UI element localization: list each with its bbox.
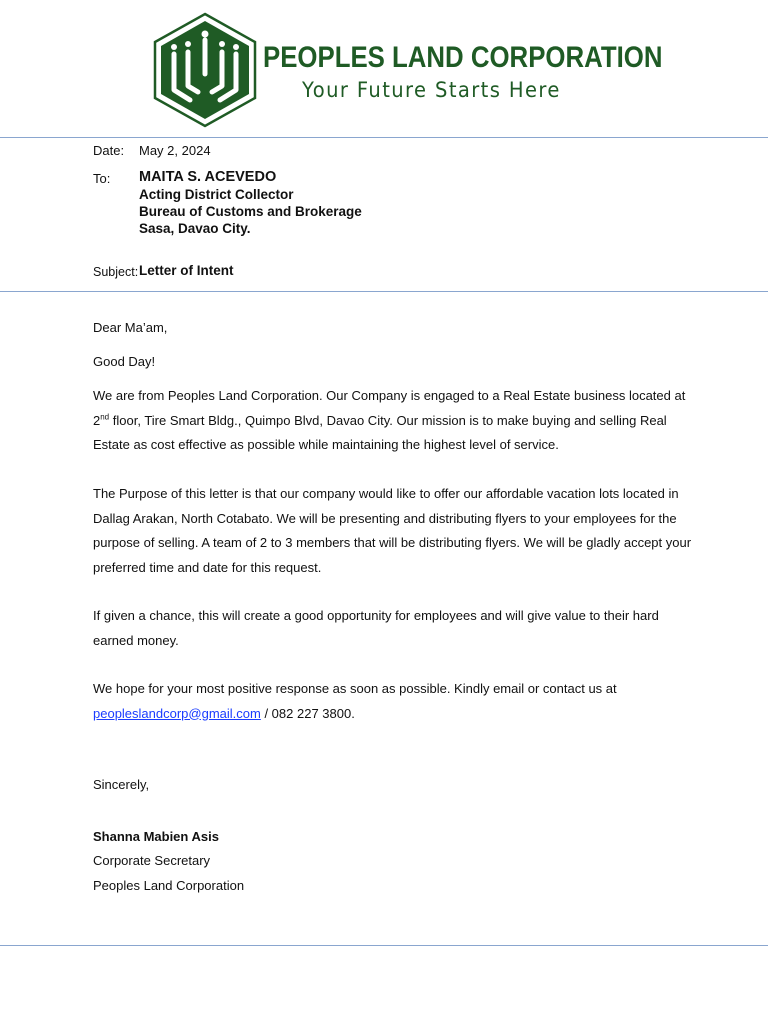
phone-number: / 082 227 3800. [260, 705, 355, 721]
signatory-title: Corporate Secretary [93, 853, 211, 868]
paragraph-1-text-b: floor, Tire Smart Bldg., Quimpo Blvd, Davao City. Our mission is to make buying and selling Real Estate as cost effective as possible while maintaining the highest level of service. [93, 412, 667, 452]
date-label: Date: [93, 143, 125, 158]
salutation: Dear Ma’am, [93, 320, 168, 335]
hexagon-building-logo-icon [152, 12, 258, 128]
paragraph-2: The Purpose of this letter is that our company would like to offer our affordable vacation lots located in Dallag Arakan, North Cotabato. We will be presenting and distributing flyers to your employees for the purpose of selling. A team of 2 to 3 members that will be distributing flyers. We will be gladly accept your preferred time and date for this request. [93, 486, 692, 575]
email-link[interactable]: peopleslandcorp@gmail.com [93, 705, 261, 721]
signatory-company: Peoples Land Corporation [93, 878, 245, 893]
paragraph-3: If given a chance, this will create a good opportunity for employees and will give value to their hard earned money. [93, 608, 659, 648]
recipient-title: Acting District Collector [139, 187, 294, 202]
greeting: Good Day! [93, 354, 156, 369]
subject-divider [0, 291, 768, 292]
subject-value: Letter of Intent [139, 263, 234, 278]
signatory-name: Shanna Mabien Asis [93, 829, 219, 844]
date-value: May 2, 2024 [139, 143, 211, 158]
closing: Sincerely, [93, 777, 150, 792]
footer-divider [0, 945, 768, 946]
recipient-block [139, 169, 362, 237]
recipient-name: MAITA S. ACEVEDO [139, 169, 277, 185]
paragraph-4 [93, 677, 693, 726]
company-name: PEOPLES LAND CORPORATION [263, 41, 663, 74]
paragraph-1-text-a: We are from Peoples Land Corporation. Our Company is engaged to a Real Estate business located at 2 [93, 388, 686, 428]
header-divider [0, 137, 768, 138]
to-label: To: [93, 171, 111, 186]
paragraph-4-text: We hope for your most positive response as soon as possible. Kindly email or contact us at [93, 681, 617, 696]
paragraph-1 [93, 384, 693, 458]
recipient-address: Sasa, Davao City. [139, 221, 251, 236]
recipient-office: Bureau of Customs and Brokerage [139, 204, 362, 219]
subject-label: Subject: [93, 265, 139, 279]
ordinal-suffix: nd [100, 412, 110, 422]
company-tagline: Your Future Starts Here [302, 78, 561, 102]
